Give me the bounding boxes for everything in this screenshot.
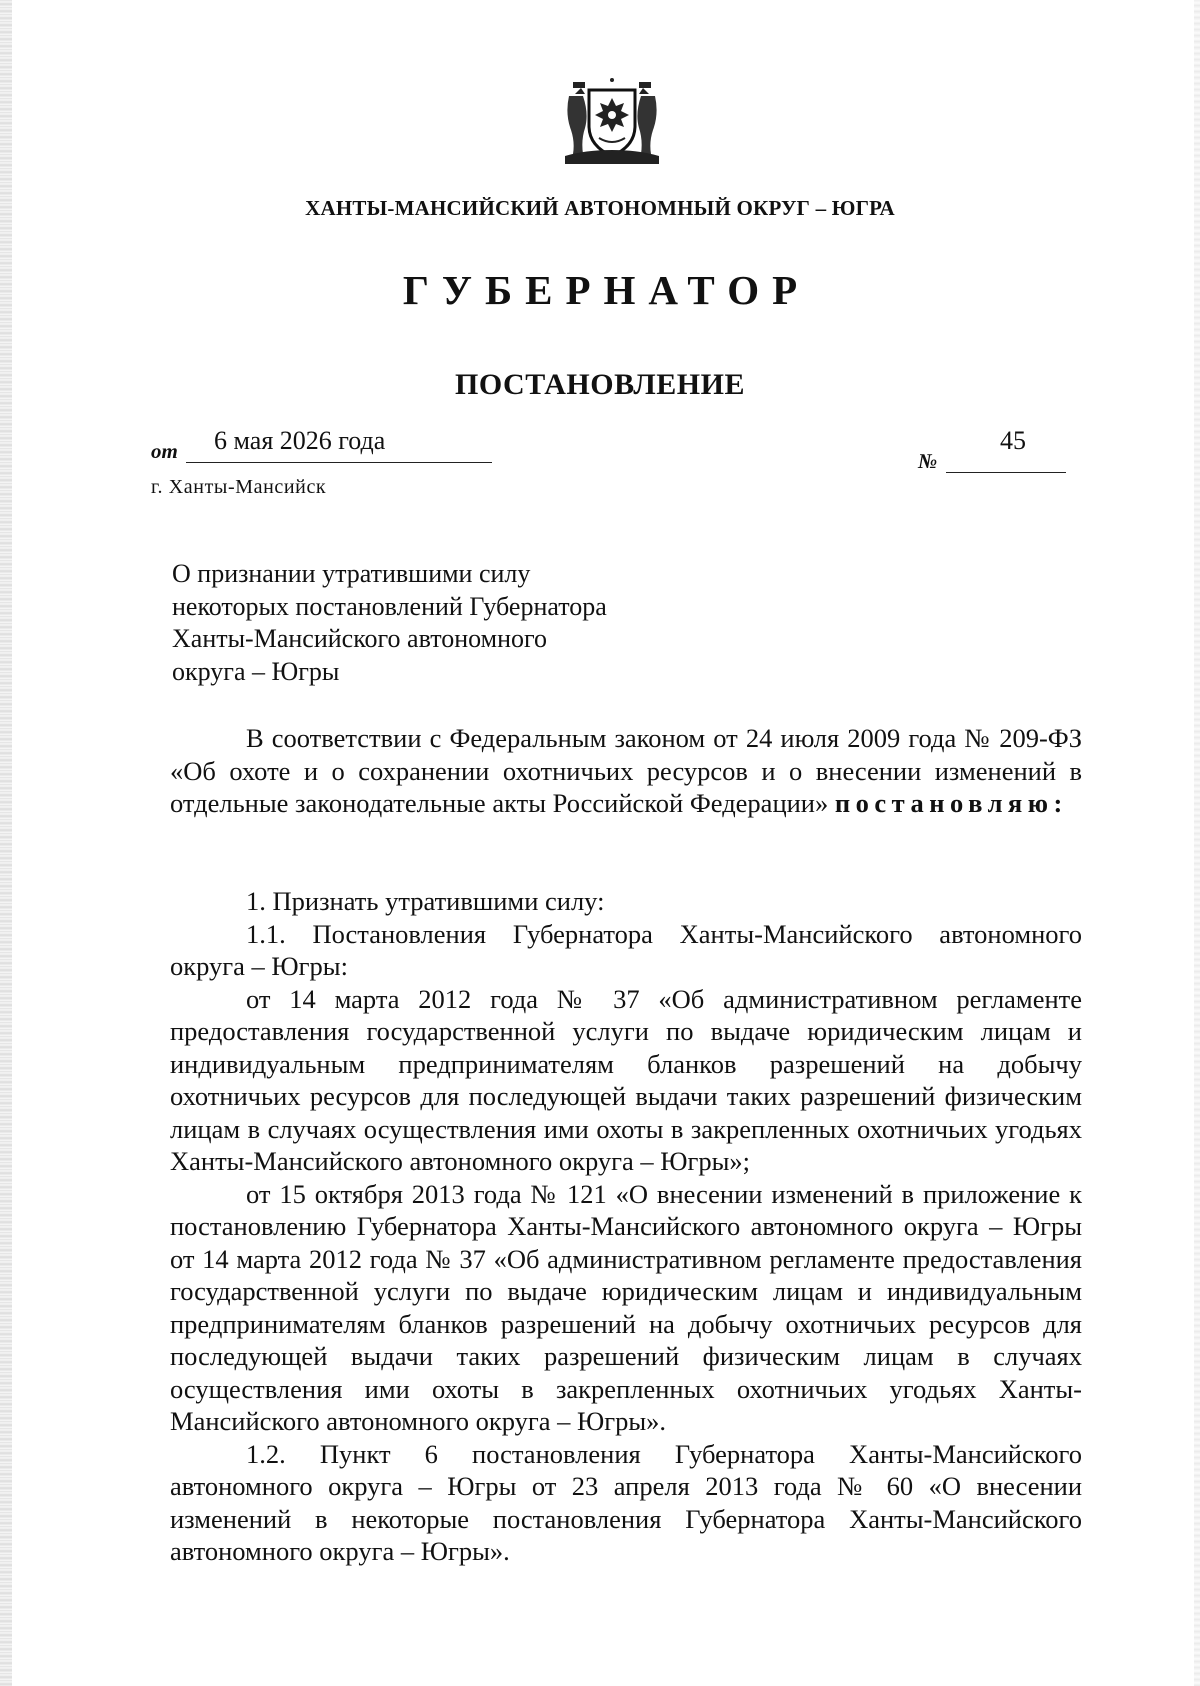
document-title-line: округа – Югры <box>172 656 340 686</box>
document-title-line: некоторых постановлений Губернатора <box>172 591 607 621</box>
item-1-1: 1.1. Постановления Губернатора Ханты-Мансийского автономного округа – Югры: <box>170 918 1082 981</box>
number-prefix-label: № <box>918 449 938 473</box>
governor-heading: ГУБЕРНАТОР <box>402 267 811 313</box>
item-1-1-b: от 15 октября 2013 года № 121 «О внесении изменений в приложение к постановлению Губернатора Ханты-Мансийского автономного округа – Югры от 14 марта 2012 года № 37 «Об административном регламенте предоставления государственной услуги по выдаче юридическим лицам и индивидуальным предпринимателям бланков разрешений на добычу охотничьих ресурсов для последующей выдачи таких разрешений физическим лицам в случаях осуществления ими охоты в закрепленных охотничьих угодьях Ханты-Мансийского автономного округа – Югры». <box>170 1178 1082 1436</box>
document-number: 45 <box>1000 426 1026 455</box>
scan-edge-left <box>0 0 12 1686</box>
document-title-line: Ханты-Мансийского автономного <box>172 624 548 653</box>
preamble-text: В соответствии с Федеральным законом от 24 июля 2009 года № 209-ФЗ «Об охоте и о сохранении охотничьих ресурсов и о внесении изменений в отдельные законодательные акты Российской Федерации» <box>170 723 1082 818</box>
coat-of-arms-icon <box>559 76 665 170</box>
document-title-line: О признании утратившими силу <box>172 559 531 588</box>
city-label: г. Ханты-Мансийск <box>151 476 327 498</box>
document-title <box>172 558 607 688</box>
date-prefix-label: от <box>151 439 178 463</box>
document-date: 6 мая 2026 года <box>214 426 386 455</box>
date-field <box>186 426 492 463</box>
document-type-heading: ПОСТАНОВЛЕНИЕ <box>455 368 745 401</box>
scan-edge-right <box>1194 0 1200 1686</box>
region-heading: ХАНТЫ-МАНСИЙСКИЙ АВТОНОМНЫЙ ОКРУГ – ЮГРА <box>305 196 895 220</box>
resolve-word: постановляю: <box>834 788 1068 818</box>
item-1: 1. Признать утратившими силу: <box>246 886 605 916</box>
item-1-2: 1.2. Пункт 6 постановления Губернатора Ханты-Мансийского автономного округа – Югры от 23 апреля 2013 года № 60 «О внесении изменений в некоторые постановления Губернатора Ханты-Мансийского автономного округа – Югры». <box>170 1438 1082 1566</box>
decree-items <box>170 885 1082 1568</box>
number-field <box>946 426 1066 473</box>
item-1-1-a: от 14 марта 2012 года № 37 «Об административном регламенте предоставления государственной услуги по выдаче юридическим лицам и индивидуальным предпринимателям бланков разрешений на добычу охотничьих ресурсов для последующей выдачи таких разрешений физическим лицам в случаях осуществления ими охоты в закрепленных охотничьих угодьях Ханты-Мансийского автономного округа – Югры»; <box>170 983 1082 1176</box>
preamble-paragraph <box>170 722 1082 820</box>
